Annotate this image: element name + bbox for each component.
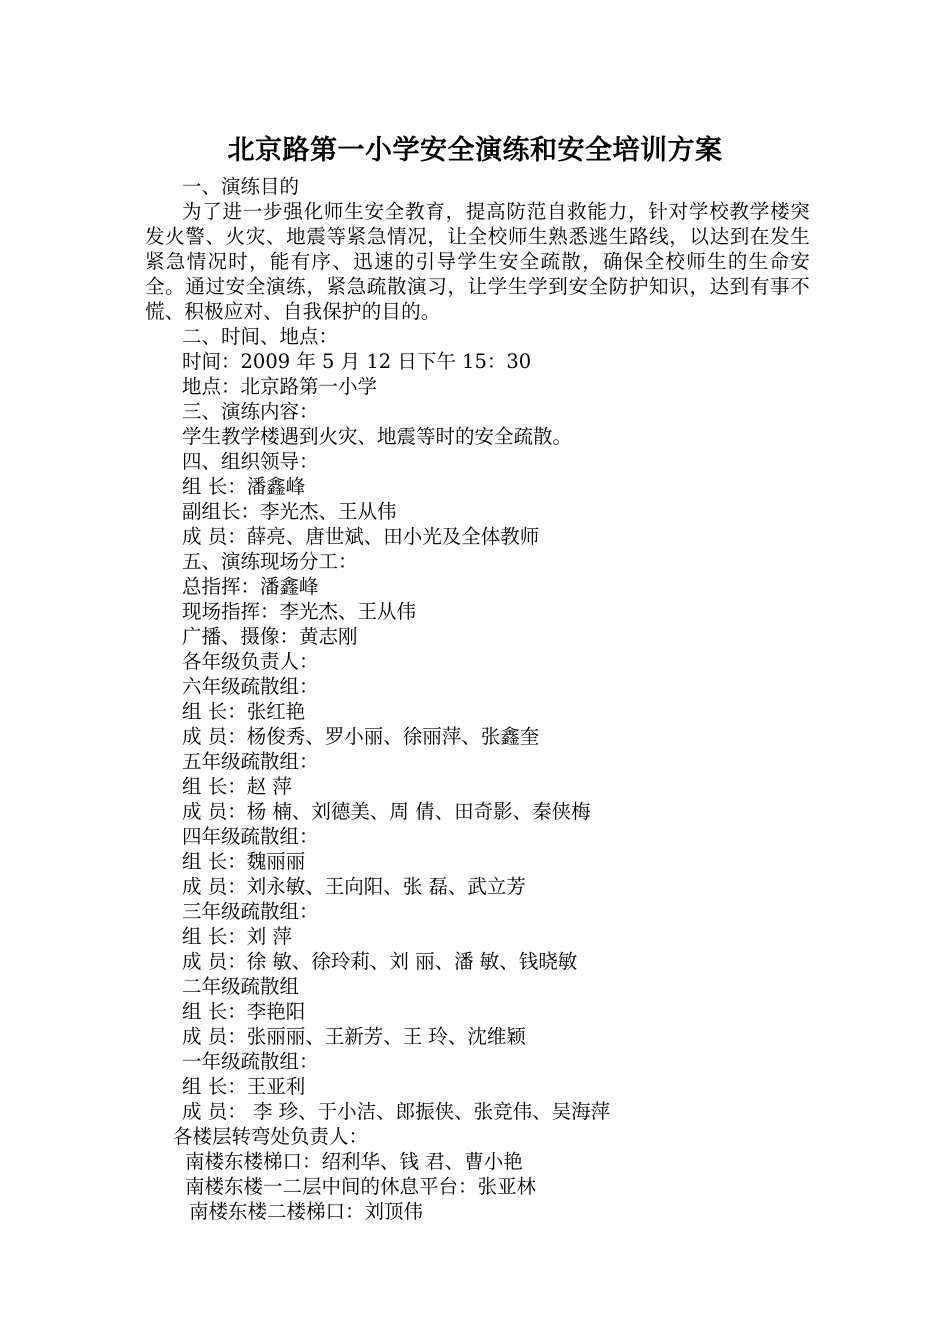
drill-place: 地点：北京路第一小学	[182, 375, 378, 398]
broadcast-camera: 广播、摄像：黄志刚	[182, 625, 358, 648]
section-5-heading: 五、演练现场分工：	[182, 550, 358, 573]
grade-group-name: 四年级疏散组：	[182, 825, 319, 848]
org-vice-leader: 副组长：李光杰、王从伟	[182, 500, 397, 523]
grade-group-name: 一年级疏散组：	[182, 1050, 319, 1073]
org-members: 成 员：薛亮、唐世斌、田小光及全体教师	[182, 525, 540, 548]
document-title: 北京路第一小学安全演练和安全培训方案	[227, 135, 723, 166]
grade-group-members: 成 员：徐 敏、徐玲莉、刘 丽、潘 敏、钱晓敏	[182, 950, 578, 973]
grade-group-leader: 组 长：刘 萍	[182, 925, 292, 948]
grade-group-members: 成 员：张丽丽、王新芳、王 玲、沈维颖	[182, 1025, 526, 1048]
drill-time: 时间：2009 年 5 月 12 日下午 15：30	[182, 350, 532, 373]
grade-group-leader: 组 长：赵 萍	[182, 775, 292, 798]
grade-group-leader: 组 长：李艳阳	[182, 1000, 306, 1023]
section-2-heading: 二、时间、地点：	[182, 325, 339, 348]
drill-content: 学生教学楼遇到火灾、地震等时的安全疏散。	[182, 425, 573, 448]
grade-group-leader: 组 长：魏丽丽	[182, 850, 306, 873]
grade-group-leader: 组 长：王亚利	[182, 1075, 306, 1098]
section-1-paragraph: 为了进一步强化师生安全教育，提高防范自救能力，针对学校教学楼突发火警、火灾、地震等紧急情况，让全校师生熟悉逃生路线，以达到在发生紧急情况时，能有序、迅速的引导学生安全疏散，确保全校师生的生命安全。通过安全演练，紧急疏散演习，让学生学到安全防护知识，达到有事不慌、积极应对、自我保护的目的。	[145, 200, 810, 323]
grade-group-members: 成 员： 李 珍、于小洁、郎振侠、张竞伟、吴海萍	[182, 1100, 611, 1123]
grade-group-members: 成 员：刘永敏、王向阳、张 磊、武立芳	[182, 875, 526, 898]
stair-leader-item: 南楼东楼梯口：绍利华、钱 君、曹小艳	[185, 1150, 523, 1173]
grade-group-name: 二年级疏散组	[182, 975, 300, 998]
grade-leaders-heading: 各年级负责人：	[182, 650, 319, 673]
stair-leader-item: 南楼东楼二楼梯口：刘顶伟	[189, 1200, 424, 1223]
section-4-heading: 四、组织领导：	[182, 450, 319, 473]
document-body	[145, 174, 810, 1224]
stair-leaders-heading: 各楼层转弯处负责人：	[173, 1125, 369, 1148]
section-3-heading: 三、演练内容：	[182, 400, 319, 423]
site-commander: 现场指挥：李光杰、王从伟	[182, 600, 417, 623]
grade-group-name: 五年级疏散组：	[182, 750, 319, 773]
commander: 总指挥：潘鑫峰	[182, 575, 319, 598]
stair-leader-item: 南楼东楼一二层中间的休息平台：张亚林	[185, 1175, 537, 1198]
grade-group-members: 成 员：杨俊秀、罗小丽、徐丽萍、张鑫奎	[182, 725, 540, 748]
grade-group-leader: 组 长：张红艳	[182, 700, 306, 723]
section-1-heading: 一、演练目的	[182, 175, 300, 198]
grade-group-members: 成 员：杨 楠、刘德美、周 倩、田奇影、秦侠梅	[182, 800, 591, 823]
grade-group-name: 三年级疏散组：	[182, 900, 319, 923]
grade-group-name: 六年级疏散组：	[182, 675, 319, 698]
org-leader: 组 长：潘鑫峰	[182, 475, 306, 498]
